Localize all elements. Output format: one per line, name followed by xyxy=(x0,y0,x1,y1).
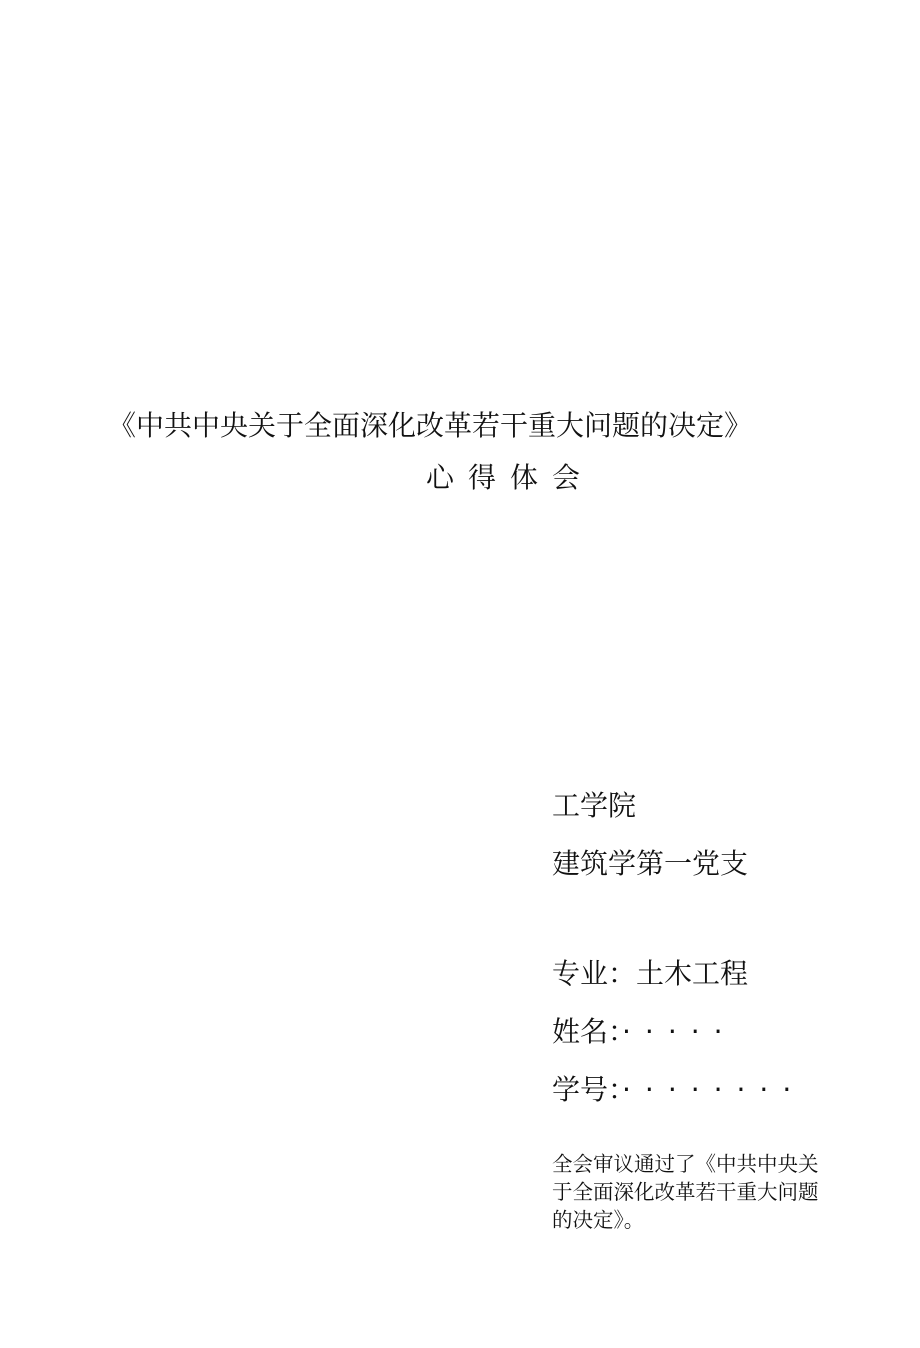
document-subtitle: 心得体会 xyxy=(426,461,595,494)
name-line xyxy=(552,1012,737,1052)
student-id-value: ········ xyxy=(622,1073,806,1106)
major-line xyxy=(552,954,748,994)
major-label: 专业： xyxy=(552,957,637,990)
major-value: 土木工程 xyxy=(636,957,749,990)
party-branch-name: 建筑学第一党支 xyxy=(552,847,749,880)
name-label: 姓名： xyxy=(552,1015,623,1048)
name-value: ····· xyxy=(622,1015,737,1048)
document-title: 《中共中央关于全面深化改革若干重大问题的决定》 xyxy=(108,409,753,442)
student-id-label: 学号： xyxy=(552,1073,623,1106)
document-note: 全会审议通过了《中共中央关于全面深化改革若干重大问题的决定》。 xyxy=(552,1152,819,1232)
college-name: 工学院 xyxy=(552,789,637,822)
student-id-line xyxy=(552,1070,822,1110)
